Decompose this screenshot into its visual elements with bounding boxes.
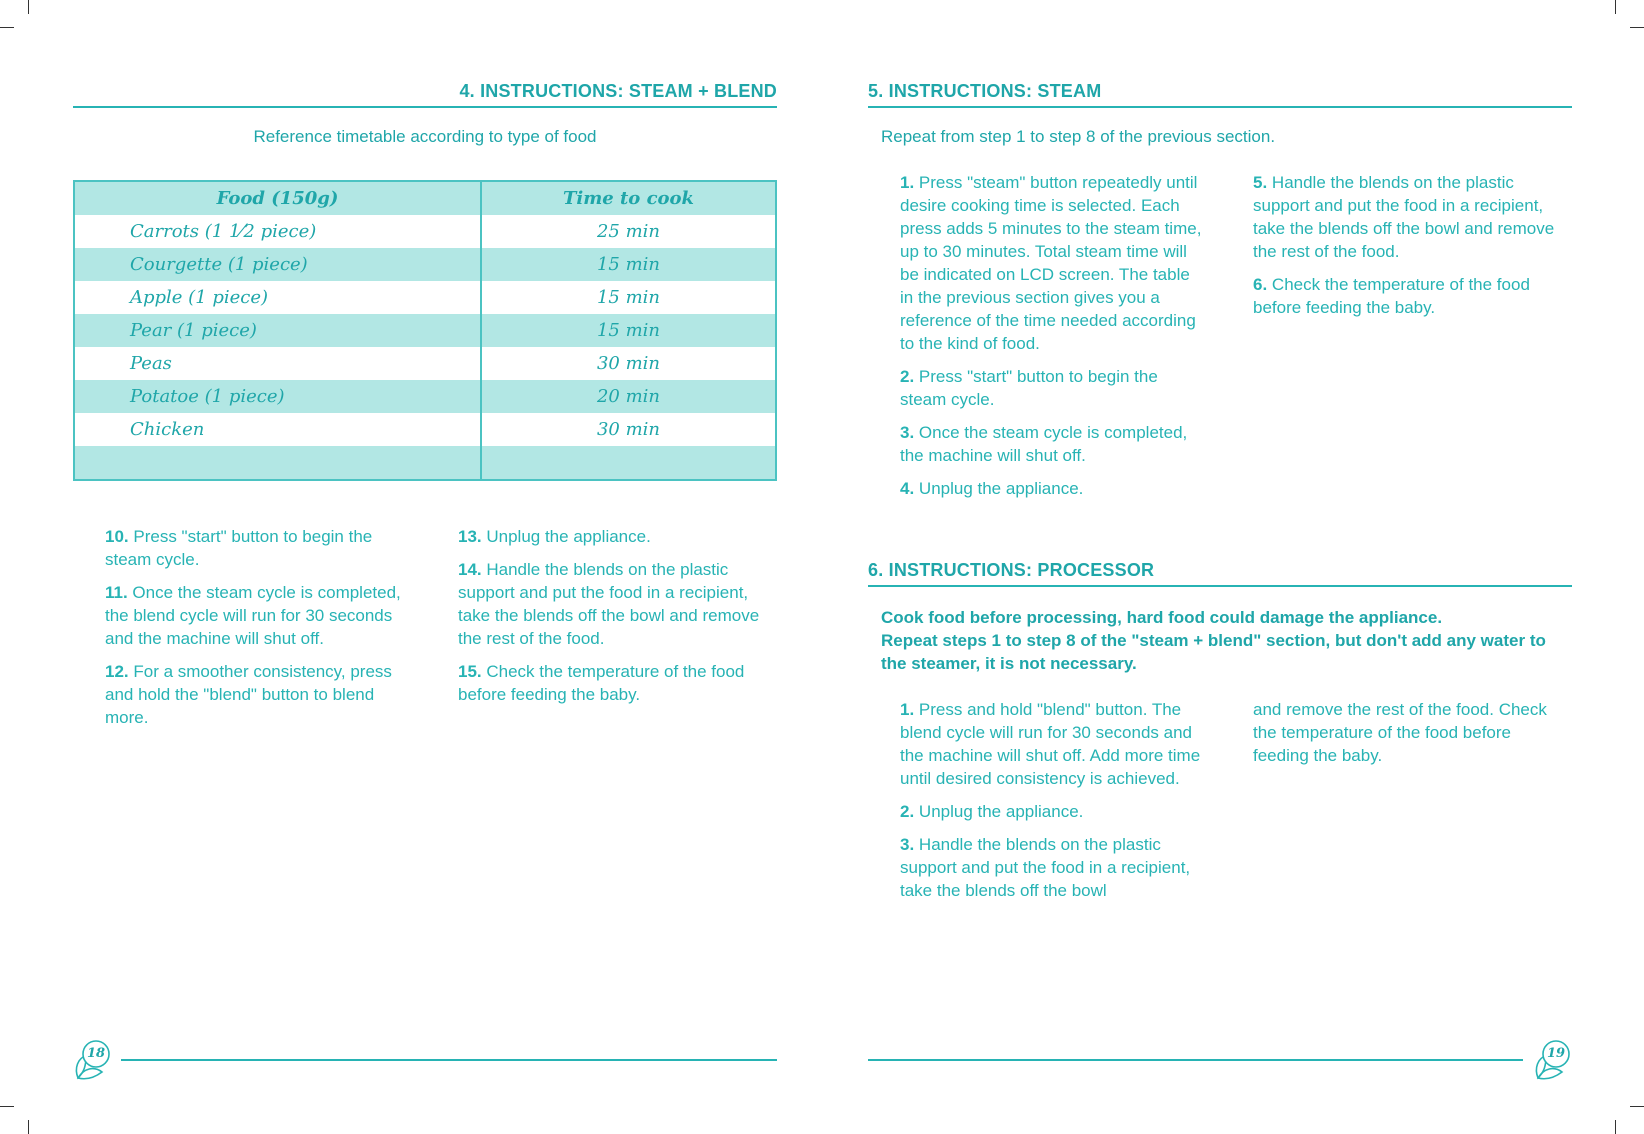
crop-mark — [0, 27, 14, 28]
step-text: Press "start" button to begin the steam cycle. — [105, 527, 373, 569]
processor-note — [881, 606, 1561, 675]
step-item — [900, 365, 1205, 411]
crop-mark — [28, 0, 29, 14]
step-number: 12. — [105, 662, 129, 681]
food-cell: Chicken — [74, 413, 481, 446]
step-item — [458, 660, 768, 706]
step-text: Once the steam cycle is completed, the blend cycle will run for 30 seconds and the machine will shut off. — [105, 583, 401, 648]
step-text: Unplug the appliance. — [481, 527, 651, 546]
table-row — [74, 380, 776, 413]
table-row — [74, 248, 776, 281]
food-cell: Peas — [74, 347, 481, 380]
step-item — [900, 477, 1205, 500]
steam-intro: Repeat from step 1 to step 8 of the previous section. — [881, 127, 1276, 146]
section-rule — [868, 106, 1572, 108]
step-number: 11. — [105, 583, 128, 602]
step-number: 5. — [1253, 173, 1268, 192]
step-item — [900, 171, 1205, 355]
step-item — [1253, 171, 1563, 263]
crop-mark — [0, 1106, 14, 1107]
page-number: 19 — [1547, 1046, 1566, 1061]
step-text: Press "start" button to begin the steam cycle. — [900, 367, 1158, 409]
table-caption: Reference timetable according to type of food — [253, 127, 597, 146]
step-text: Handle the blends on the plastic support and put the food in a recipient, take the blends off the bowl and remove the rest of the food. — [458, 560, 760, 648]
crop-mark — [1615, 0, 1616, 14]
food-cell: Carrots (1 1⁄2 piece) — [74, 215, 481, 248]
time-cell: 15 min — [596, 254, 661, 275]
step-text: Check the temperature of the food before feeding the baby. — [1253, 275, 1530, 317]
step-item — [458, 525, 768, 548]
step-number: 3. — [900, 835, 915, 854]
step-number: 6. — [1253, 275, 1268, 294]
step-text: Unplug the appliance. — [914, 802, 1084, 821]
footer-rule — [121, 1059, 777, 1061]
page-number: 18 — [87, 1046, 106, 1061]
table-row — [74, 281, 776, 314]
step-number: 1. — [900, 700, 915, 719]
step-number: 14. — [458, 560, 482, 579]
section-title-processor: 6. INSTRUCTIONS: PROCESSOR — [868, 560, 1155, 580]
time-cell: 25 min — [596, 221, 661, 242]
food-cell: Courgette (1 piece) — [74, 248, 481, 281]
step-item — [1253, 273, 1563, 319]
step-text: Press "steam" button repeatedly until desire cooking time is selected. Each press adds 5 minutes to the steam time, up to 30 minutes. Total steam time will be indicated on LCD screen. The table in the previous section gives you a reference of the time needed according to the kind of food. — [900, 173, 1202, 353]
food-cell: Pear (1 piece) — [74, 314, 481, 347]
section-title-steam-blend: 4. INSTRUCTIONS: STEAM + BLEND — [459, 81, 777, 101]
step-text: Check the temperature of the food before feeding the baby. — [458, 662, 745, 704]
time-cell: 15 min — [596, 287, 661, 308]
step-text: Once the steam cycle is completed, the machine will shut off. — [900, 423, 1188, 465]
steps-column — [458, 525, 768, 716]
table-row — [74, 347, 776, 380]
step-number: 3. — [900, 423, 915, 442]
steps-column-continuation — [1253, 698, 1553, 777]
table-header-time: Time to cook — [562, 188, 695, 209]
crop-mark — [1615, 1120, 1616, 1134]
section-title-steam: 5. INSTRUCTIONS: STEAM — [868, 81, 1102, 101]
table-row — [74, 215, 776, 248]
step-number: 10. — [105, 527, 129, 546]
food-cell: Apple (1 piece) — [74, 281, 481, 314]
time-cell: 30 min — [596, 419, 661, 440]
step-number: 2. — [900, 802, 915, 821]
crop-mark — [28, 1120, 29, 1134]
time-cell — [481, 446, 776, 480]
steps-column — [900, 171, 1205, 510]
processor-note-line: Repeat steps 1 to step 8 of the "steam + blend" section, but don't add any water to the steamer, it is not necessary. — [881, 631, 1546, 673]
step-number: 15. — [458, 662, 482, 681]
step-number: 2. — [900, 367, 915, 386]
step-continuation-text: and remove the rest of the food. Check the temperature of the food before feeding the baby. — [1253, 700, 1547, 765]
step-text: Unplug the appliance. — [914, 479, 1084, 498]
table-row — [74, 314, 776, 347]
processor-note-line: Cook food before processing, hard food could damage the appliance. — [881, 608, 1443, 627]
step-item — [900, 833, 1205, 902]
step-item — [900, 698, 1205, 790]
step-number: 4. — [900, 479, 915, 498]
cooking-time-table — [73, 180, 777, 481]
food-cell: Potatoe (1 piece) — [74, 380, 481, 413]
time-cell: 20 min — [596, 386, 661, 407]
crop-mark — [1630, 1106, 1644, 1107]
steps-column — [1253, 171, 1563, 329]
table-row — [74, 446, 776, 480]
step-number: 1. — [900, 173, 915, 192]
footer-rule — [868, 1059, 1523, 1061]
table-row — [74, 413, 776, 446]
steps-column — [105, 525, 415, 739]
crop-mark — [1630, 27, 1644, 28]
time-cell: 30 min — [596, 353, 661, 374]
step-item — [900, 800, 1205, 823]
steps-column — [900, 698, 1205, 912]
step-item — [105, 525, 415, 571]
step-text: Handle the blends on the plastic support and put the food in a recipient, take the blends off the bowl and remove the rest of the food. — [1253, 173, 1555, 261]
step-number: 13. — [458, 527, 482, 546]
step-item — [900, 421, 1205, 467]
step-item — [105, 581, 415, 650]
food-cell — [74, 446, 481, 480]
table-header-food: Food (150g) — [74, 181, 481, 215]
step-item — [105, 660, 415, 729]
table-header-row — [74, 181, 776, 215]
section-rule — [73, 106, 777, 108]
step-text: For a smoother consistency, press and hold the "blend" button to blend more. — [105, 662, 392, 727]
time-cell: 15 min — [596, 320, 661, 341]
step-text: Press and hold "blend" button. The blend cycle will run for 30 seconds and the machine will shut off. Add more time until desired consistency is achieved. — [900, 700, 1201, 788]
section-rule — [868, 585, 1572, 587]
step-item — [458, 558, 768, 650]
step-text: Handle the blends on the plastic support and put the food in a recipient, take the blends off the bowl — [900, 835, 1191, 900]
